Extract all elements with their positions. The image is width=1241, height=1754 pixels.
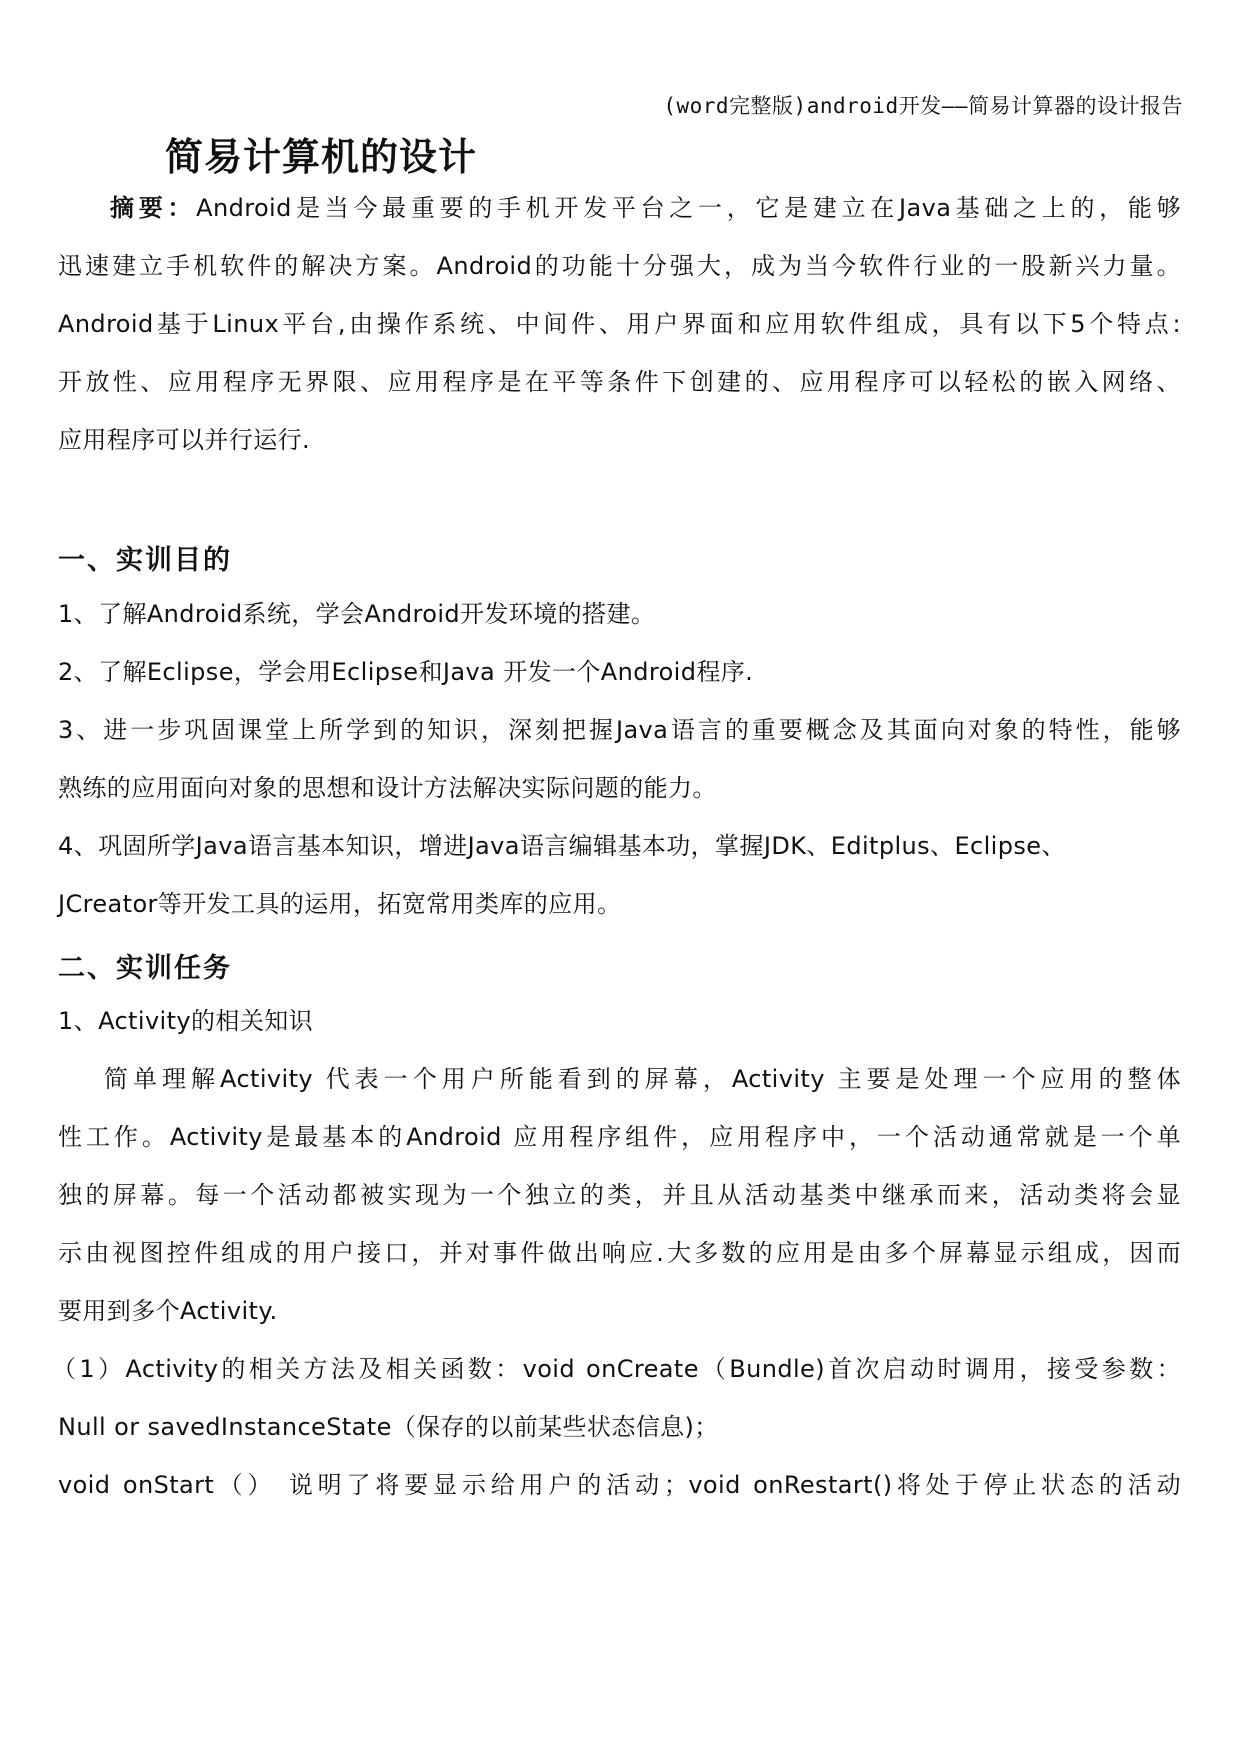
abstract-text-1: Android是当今最重要的手机开发平台之一，它是建立在Java基础之上的，能够 [196,194,1181,222]
activity-para-line-5: 要用到多个Activity. [58,1297,278,1325]
objective-item-1: 1、了解Android系统，学会Android开发环境的搭建。 [58,600,656,628]
abstract-line-1 [110,193,1181,223]
objective-item-2: 2、了解Eclipse，学会用Eclipse和Java 开发一个Android程序. [58,658,754,686]
objective-item-4-line-1: 4、巩固所学Java语言基本知识，增进Java语言编辑基本功，掌握JDK、Editplus、Eclipse、 [58,832,1066,860]
objective-item-3-line-1: 3、进一步巩固课堂上所学到的知识，深刻把握Java语言的重要概念及其面向对象的特性，能够 [58,716,1181,744]
activity-methods-line-3: void onStart（） 说明了将要显示给用户的活动；void onRestart()将处于停止状态的活动 [58,1471,1181,1499]
activity-methods-line-1: （1）Activity的相关方法及相关函数：void onCreate（Bundle)首次启动时调用，接受参数： [52,1355,1181,1383]
activity-methods-line-2: Null or savedInstanceState（保存的以前某些状态信息)； [58,1413,719,1441]
objective-item-3-line-2: 熟练的应用面向对象的思想和设计方法解决实际问题的能力。 [58,774,717,802]
abstract-line-5: 应用程序可以并行运行. [58,426,311,454]
task-subheading-activity: 1、Activity的相关知识 [58,1007,314,1035]
objective-item-4-line-2: JCreator等开发工具的运用，拓宽常用类库的应用。 [58,890,622,918]
abstract-line-4: 开放性、应用程序无界限、应用程序是在平等条件下创建的、应用程序可以轻松的嵌入网络、 [58,368,1181,396]
activity-para-line-3: 独的屏幕。每一个活动都被实现为一个独立的类，并且从活动基类中继承而来，活动类将会显 [58,1181,1181,1209]
abstract-label: 摘要： [110,193,197,222]
abstract-line-2: 迅速建立手机软件的解决方案。Android的功能十分强大，成为当今软件行业的一股新兴力量。 [58,252,1181,280]
activity-para-line-1: 简单理解Activity 代表一个用户所能看到的屏幕，Activity 主要是处理一个应用的整体 [104,1065,1181,1093]
activity-para-line-2: 性工作。Activity是最基本的Android 应用程序组件，应用程序中，一个活动通常就是一个单 [58,1123,1181,1151]
section-heading-objectives: 一、实训目的 [58,545,232,576]
activity-para-line-4: 示由视图控件组成的用户接口，并对事件做出响应.大多数的应用是由多个屏幕显示组成，因而 [58,1239,1181,1267]
abstract-line-3: Android基于Linux平台,由操作系统、中间件、用户界面和应用软件组成，具有以下5个特点: [58,310,1181,338]
page-header: (word完整版)android开发——简易计算器的设计报告 [663,94,1183,118]
section-heading-tasks: 二、实训任务 [58,953,232,984]
document-title: 简易计算机的设计 [165,134,478,179]
